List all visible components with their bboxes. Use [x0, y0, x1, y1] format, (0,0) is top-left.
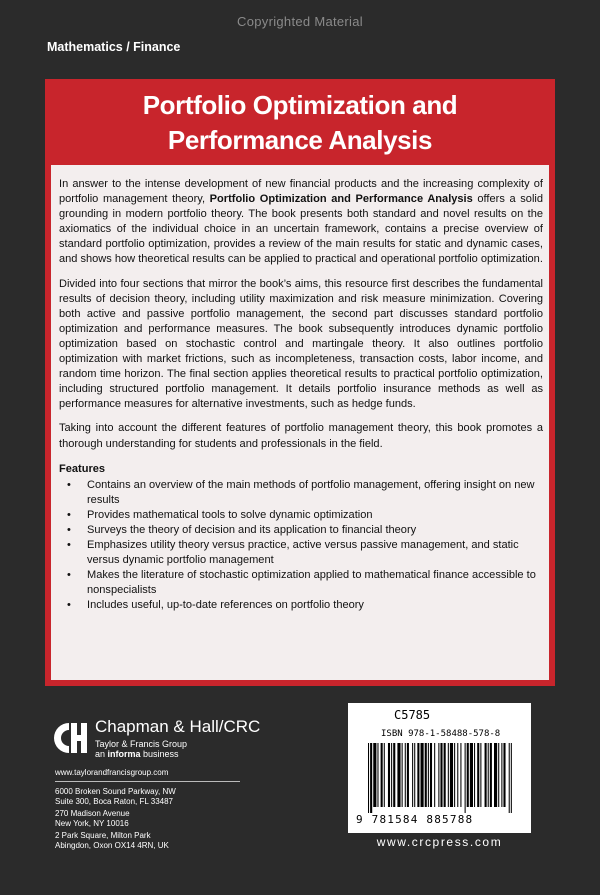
feature-text: Emphasizes utility theory versus practice, active versus passive management, and static versus dynamic portfolio management — [87, 539, 519, 567]
informa-wordmark: informa — [107, 749, 141, 759]
book-title — [45, 79, 555, 158]
description-panel — [45, 165, 555, 686]
category-label: Mathematics / Finance — [47, 40, 181, 54]
feature-item — [59, 508, 543, 523]
isbn-barcode-panel — [348, 703, 531, 833]
bullet-icon: • — [67, 539, 71, 552]
barcode-icon — [364, 743, 516, 813]
publisher-business-line — [95, 749, 179, 759]
feature-item — [59, 538, 543, 568]
feature-item — [59, 568, 543, 598]
divider — [55, 781, 240, 782]
title-banner — [45, 79, 555, 165]
description-paragraph-2: Divided into four sections that mirror the book’s aims, this resource first describes the fundamental results of decision theory, including utility maximization and risk measure minimization. Covering both active and passive portfolio management, the second part discusses standard portfolio optimization and performance measures. The book subsequently introduces dynamic portfolio optimization based on stochastic control and martingale theory. It also outlines portfolio optimization with market frictions, such as incompleteness, transaction costs, labor income, and random time horizon. The final section applies theoretical results to practical portfolio optimization, including structured portfolio management. It details portfolio insurance methods as well as performance measures for alternative investments, such as hedge funds. — [59, 277, 543, 411]
publisher-name: Chapman & Hall/CRC — [95, 717, 261, 736]
isbn-number: ISBN 978-1-58488-578-8 — [381, 729, 501, 739]
bullet-icon: • — [67, 508, 71, 521]
crc-website[interactable]: www.crcpress.com — [376, 835, 503, 849]
catalog-code: C5785 — [394, 708, 431, 722]
address-line: Abingdon, Oxon OX14 4RN, UK — [55, 841, 169, 850]
para1-bold-title: Portfolio Optimization and Performance Analysis — [209, 193, 473, 206]
business-pre: an — [95, 749, 108, 759]
address-line: Suite 300, Boca Raton, FL 33487 — [55, 797, 174, 806]
bullet-icon: • — [67, 523, 71, 536]
description-paragraph-1 — [59, 177, 543, 268]
address-line: 2 Park Square, Milton Park — [55, 831, 151, 840]
description-paragraph-3: Taking into account the different features of portfolio management theory, this book promotes a thorough understanding for students and professionals in the field. — [59, 422, 543, 450]
feature-text: Makes the literature of stochastic optimization applied to mathematical finance accessible to nonspecialists — [87, 569, 536, 597]
feature-item — [59, 523, 543, 538]
bullet-icon: • — [67, 478, 71, 491]
feature-item — [59, 598, 543, 613]
barcode-digits: 9 781584 885788 — [356, 813, 474, 826]
feature-text: Includes useful, up-to-date references on portfolio theory — [87, 599, 364, 612]
feature-text: Contains an overview of the main methods of portfolio management, offering insight on new results — [87, 478, 535, 506]
title-line-2: Performance Analysis — [167, 125, 433, 155]
address-line: 270 Madison Avenue — [55, 809, 130, 818]
title-line-1: Portfolio Optimization and — [142, 90, 458, 120]
feature-text: Provides mathematical tools to solve dynamic optimization — [87, 508, 373, 521]
address-line: New York, NY 10016 — [55, 819, 129, 828]
bullet-icon: • — [67, 569, 71, 582]
chapman-hall-logo-icon — [52, 720, 88, 756]
feature-text: Surveys the theory of decision and its application to financial theory — [87, 523, 417, 536]
copyright-watermark: Copyrighted Material — [237, 14, 363, 29]
features-heading: Features — [59, 462, 106, 475]
feature-item — [59, 478, 543, 508]
features-list — [59, 478, 543, 614]
business-post: business — [140, 749, 179, 759]
address-line: 6000 Broken Sound Parkway, NW — [55, 787, 176, 796]
publisher-website[interactable]: www.taylorandfrancisgroup.com — [55, 768, 169, 777]
para1-post: offers a solid grounding in modern portfolio theory. The book presents both standard and novel results on the axiomatics of the individual choice in an uncertain framework, contains a precise overview of standard portfolio optimization, provides a review of the main results for static and dynamic cases, and shows how theoretical results can be applied to practical and operational portfolio optimization. — [59, 193, 543, 266]
publisher-group: Taylor & Francis Group — [95, 739, 188, 749]
bullet-icon: • — [67, 599, 71, 612]
para1-pre: In answer to the intense development of new financial products and the increasing complexity of portfolio management theory, — [59, 178, 543, 206]
